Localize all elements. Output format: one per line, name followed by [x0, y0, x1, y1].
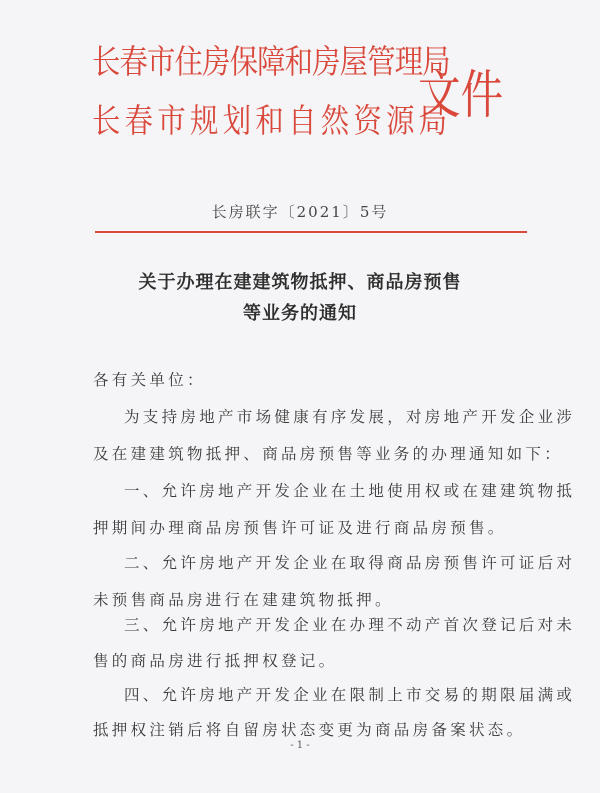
item-2-line2: 未预售商品房进行在建建筑物抵押。 — [93, 591, 394, 609]
page-number: - 1 - — [290, 740, 310, 751]
item-3-line2: 售的商品房进行抵押权登记。 — [93, 652, 338, 670]
doc-title-line1: 关于办理在建建筑物抵押、商品房预售 — [138, 272, 462, 293]
issuing-org-housing-bureau: 长春市住房保障和房屋管理局 — [92, 42, 450, 81]
document-number: 长房联字〔2021〕5号 — [211, 203, 389, 221]
salutation: 各有关单位： — [93, 371, 206, 389]
item-4-line2: 抵押权注销后将自留房状态变更为商品房备案状态。 — [93, 721, 526, 739]
intro-line2: 及在建建筑物抵押、商品房预售等业务的办理通知如下： — [93, 445, 564, 463]
doc-title-line2: 等业务的通知 — [243, 303, 357, 324]
issuing-org-planning-bureau: 长春市规划和自然资源局 — [92, 101, 452, 140]
red-divider-line — [95, 231, 527, 233]
item-2-line1: 二、允许房地产开发企业在取得商品房预售许可证后对 — [124, 554, 576, 572]
item-3-line1: 三、允许房地产开发企业在办理不动产首次登记后对未 — [124, 616, 576, 634]
item-1-line1: 一、允许房地产开发企业在土地使用权或在建建筑物抵 — [124, 482, 576, 500]
intro-line1: 为支持房地产市场健康有序发展，对房地产开发企业涉 — [124, 408, 576, 426]
item-4-line1: 四、允许房地产开发企业在限制上市交易的期限届满或 — [124, 686, 576, 704]
doc-type-label: 文件 — [418, 66, 504, 126]
item-1-line2: 押期间办理商品房预售许可证及进行商品房预售。 — [93, 519, 507, 537]
